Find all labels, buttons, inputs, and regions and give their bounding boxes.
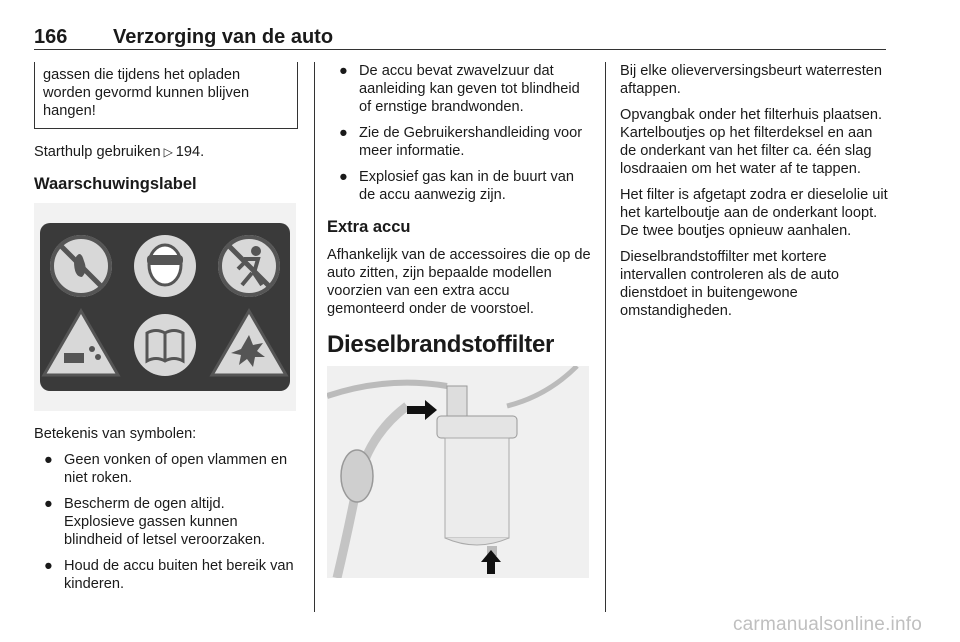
paragraph: Dieselbrandstoffilter met kortere intervallen controleren als de auto dienstdoet in buitengewone omstandigheden.	[620, 249, 840, 319]
arrow-outline-icon: ▷	[163, 145, 173, 159]
arrow-right-icon	[407, 400, 437, 420]
section-heading-diesel-filter: Dieselbrandstoffilter	[327, 331, 555, 358]
notice-line: gassen die tijdens het opladen	[43, 67, 241, 83]
column-divider-1	[314, 62, 315, 612]
eye-protection-icon	[134, 235, 196, 297]
bullet-icon: ●	[44, 496, 53, 512]
page-ref[interactable]: 194.	[175, 144, 205, 160]
jump-start-text: Starthulp gebruiken	[34, 144, 161, 160]
page-number: 166	[34, 26, 68, 48]
list-item-text: Zie de Gebruikershandleiding voor meer informatie.	[359, 125, 583, 159]
warning-label-figure	[34, 203, 296, 411]
list-item	[34, 495, 298, 549]
section-heading-warning-label: Waarschuwingslabel	[34, 175, 197, 193]
battery-warning-list	[327, 62, 591, 204]
notice-box	[34, 62, 298, 129]
paragraph: Opvangbak onder het filterhuis plaatsen. Kartelboutjes op het filterdeksel en aan de onderkant van het filter ca. één slag losdraaien om het water af te tappen.	[620, 107, 883, 177]
bullet-icon: ●	[44, 558, 53, 574]
list-item-text: Bescherm de ogen altijd. Explosieve gassen kunnen blindheid of letsel veroorzaken.	[64, 496, 266, 548]
extra-battery-text: Afhankelijk van de accessoires die op de auto zitten, zijn bepaalde modellen voorzien van een extra accu gemonteerd onder de voorstoel.	[327, 247, 591, 317]
column-divider-2	[605, 62, 606, 612]
notice-line: worden gevormd kunnen blijven	[43, 85, 250, 101]
section-heading-extra-battery: Extra accu	[327, 218, 411, 236]
bullet-icon: ●	[339, 169, 348, 185]
bullet-icon: ●	[44, 452, 53, 468]
header-rule	[34, 49, 886, 50]
list-item	[327, 168, 591, 204]
no-flame-icon	[50, 235, 112, 297]
column-2	[327, 62, 591, 578]
list-item-text: Houd de accu buiten het bereik van kinderen.	[64, 558, 294, 592]
manual-icon	[134, 314, 196, 376]
keep-away-children-icon	[218, 235, 280, 297]
watermark: carmanualsonline.info	[732, 614, 922, 635]
paragraph: Het filter is afgetapt zodra er dieselolie uit het kartelboutje aan de onderkant loopt. De twee boutjes opnieuw aanhalen.	[620, 187, 888, 239]
list-item-text: Explosief gas kan in de buurt van de accu aanwezig zijn.	[359, 169, 574, 203]
list-item	[34, 557, 298, 593]
symbol-meaning-list	[34, 451, 298, 593]
list-item-text: Geen vonken of open vlammen en niet roken.	[64, 452, 288, 486]
page-title: Verzorging van de auto	[113, 26, 334, 48]
list-item	[327, 62, 591, 116]
bullet-icon: ●	[339, 125, 348, 141]
notice-line: hangen!	[43, 103, 96, 119]
arrow-up-icon	[481, 550, 501, 574]
column-1	[34, 62, 298, 601]
symbols-intro: Betekenis van symbolen:	[34, 426, 197, 442]
paragraph: Bij elke olieverversingsbeurt waterresten aftappen.	[620, 63, 882, 97]
list-item	[34, 451, 298, 487]
diesel-filter-figure	[327, 366, 589, 578]
jump-start-reference	[34, 143, 298, 161]
list-item	[327, 124, 591, 160]
list-item-text: De accu bevat zwavelzuur dat aanleiding kan geven tot blindheid of ernstige brandwonden.	[359, 63, 580, 115]
bullet-icon: ●	[339, 63, 348, 79]
column-3	[620, 62, 890, 328]
